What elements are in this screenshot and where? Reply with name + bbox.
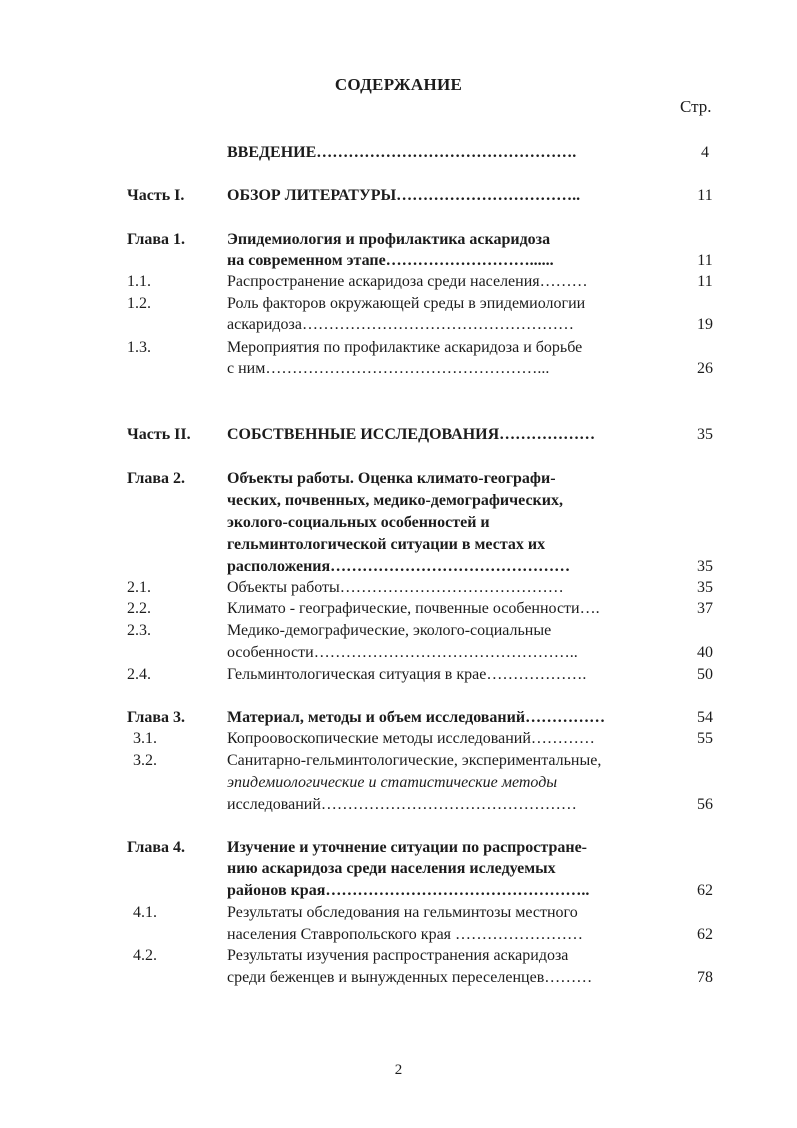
toc-entry-text: Гельминтологическая ситуация в крае………………. bbox=[227, 666, 587, 683]
toc-entry-text: эколого-социальных особенностей и bbox=[227, 514, 490, 531]
toc-entry-text: ческих, почвенных, медико-демографических, bbox=[227, 492, 563, 509]
toc-entry-text: Изучение и уточнение ситуации по распростране- bbox=[227, 839, 587, 856]
toc-entry-text: расположения……………………………………… bbox=[227, 558, 571, 575]
toc-page-number: 35 bbox=[697, 558, 713, 575]
toc-section-number: 4.2. bbox=[133, 947, 157, 964]
toc-section-number: 1.2. bbox=[127, 295, 151, 312]
toc-page-number: 26 bbox=[697, 360, 713, 377]
toc-label: Глава 4. bbox=[127, 839, 185, 856]
toc-label: Глава 3. bbox=[127, 709, 185, 726]
toc-page-number: 40 bbox=[697, 644, 713, 661]
page-column-header: Стр. bbox=[680, 97, 712, 116]
toc-entry-text: Эпидемиология и профилактика аскаридоза bbox=[227, 231, 551, 248]
toc-page-number: 56 bbox=[697, 796, 713, 813]
toc-entry-text: гельминтологической ситуации в местах их bbox=[227, 536, 546, 553]
toc-section-number: 3.1. bbox=[133, 730, 157, 747]
toc-entry-text: Мероприятия по профилактике аскаридоза и борьбе bbox=[227, 339, 583, 356]
toc-entry-text: Санитарно-гельминтологические, экспериментальные, bbox=[227, 752, 602, 769]
toc-page-number: 11 bbox=[697, 273, 713, 290]
toc-entry-text: Объекты работы…………………………………… bbox=[227, 579, 564, 596]
toc-entry-text: Климато - географические, почвенные особенности…. bbox=[227, 600, 600, 617]
toc-entry-text: Роль факторов окружающей среды в эпидемиологии bbox=[227, 295, 586, 312]
page-number: 2 bbox=[394, 1062, 403, 1078]
toc-page-number: 35 bbox=[697, 426, 713, 443]
toc-label: Глава 1. bbox=[127, 231, 185, 248]
toc-section-number: 4.1. bbox=[133, 904, 157, 921]
toc-entry-text: Объекты работы. Оценка климато-географи- bbox=[227, 470, 556, 487]
toc-entry-text: ВВЕДЕНИЕ…………………………………………. bbox=[227, 144, 577, 161]
toc-section-number: 2.3. bbox=[127, 622, 151, 639]
toc-page-number: 19 bbox=[697, 316, 713, 333]
toc-page-number: 62 bbox=[697, 882, 713, 899]
toc-section-number: 1.1. bbox=[127, 273, 151, 290]
toc-entry-text: Распространение аскаридоза среди населения……… bbox=[227, 273, 588, 290]
page-title: СОДЕРЖАНИЕ bbox=[334, 75, 463, 94]
toc-entry-text: аскаридоза…………………………………………… bbox=[227, 316, 574, 333]
toc-entry-text: Материал, методы и объем исследований…………… bbox=[227, 709, 606, 726]
toc-page-number: 78 bbox=[697, 969, 713, 986]
toc-section-number: 2.1. bbox=[127, 579, 151, 596]
toc-entry-text: Результаты изучения распространения аскаридоза bbox=[227, 947, 569, 964]
toc-page-number: 4 bbox=[701, 144, 709, 161]
toc-entry-text: нию аскаридоза среди населения иследуемых bbox=[227, 860, 556, 877]
toc-page-number: 55 bbox=[697, 730, 713, 747]
toc-page-number: 37 bbox=[697, 600, 713, 617]
toc-page-number: 50 bbox=[697, 666, 713, 683]
toc-entry-text: среди беженцев и вынужденных переселенцев……… bbox=[227, 969, 593, 986]
toc-entry-text: Копроовоскопические методы исследований………… bbox=[227, 730, 595, 747]
toc-entry-text: Результаты обследования на гельминтозы местного bbox=[227, 904, 578, 921]
toc-page-number: 11 bbox=[697, 187, 713, 204]
toc-page-number: 11 bbox=[697, 252, 713, 269]
toc-page-number: 54 bbox=[697, 709, 713, 726]
toc-entry-text: исследований………………………………………… bbox=[227, 796, 577, 813]
toc-page-number: 62 bbox=[697, 926, 713, 943]
toc-section-number: 2.2. bbox=[127, 600, 151, 617]
toc-entry-text: особенности………………………………………….. bbox=[227, 644, 578, 661]
toc-section-number: 1.3. bbox=[127, 339, 151, 356]
toc-entry-text: населения Ставропольского края …………………… bbox=[227, 926, 584, 943]
toc-section-number: 3.2. bbox=[133, 752, 157, 769]
toc-entry-text: ОБЗОР ЛИТЕРАТУРЫ…………………………….. bbox=[227, 187, 581, 204]
toc-entry-text: районов края………………………………………….. bbox=[227, 882, 590, 899]
toc-label: Часть II. bbox=[127, 426, 191, 443]
toc-entry-text: с ним……………………………………………... bbox=[227, 360, 550, 377]
toc-label: Глава 2. bbox=[127, 470, 185, 487]
toc-section-number: 2.4. bbox=[127, 666, 151, 683]
toc-entry-text: эпидемиологические и статистические методы bbox=[227, 774, 558, 791]
toc-entry-text: СОБСТВЕННЫЕ ИССЛЕДОВАНИЯ……………… bbox=[227, 426, 596, 443]
toc-label: Часть I. bbox=[127, 187, 185, 204]
toc-entry-text: на современном этапе………………………...... bbox=[227, 252, 554, 269]
toc-page-number: 35 bbox=[697, 579, 713, 596]
toc-entry-text: Медико-демографические, эколого-социальные bbox=[227, 622, 552, 639]
